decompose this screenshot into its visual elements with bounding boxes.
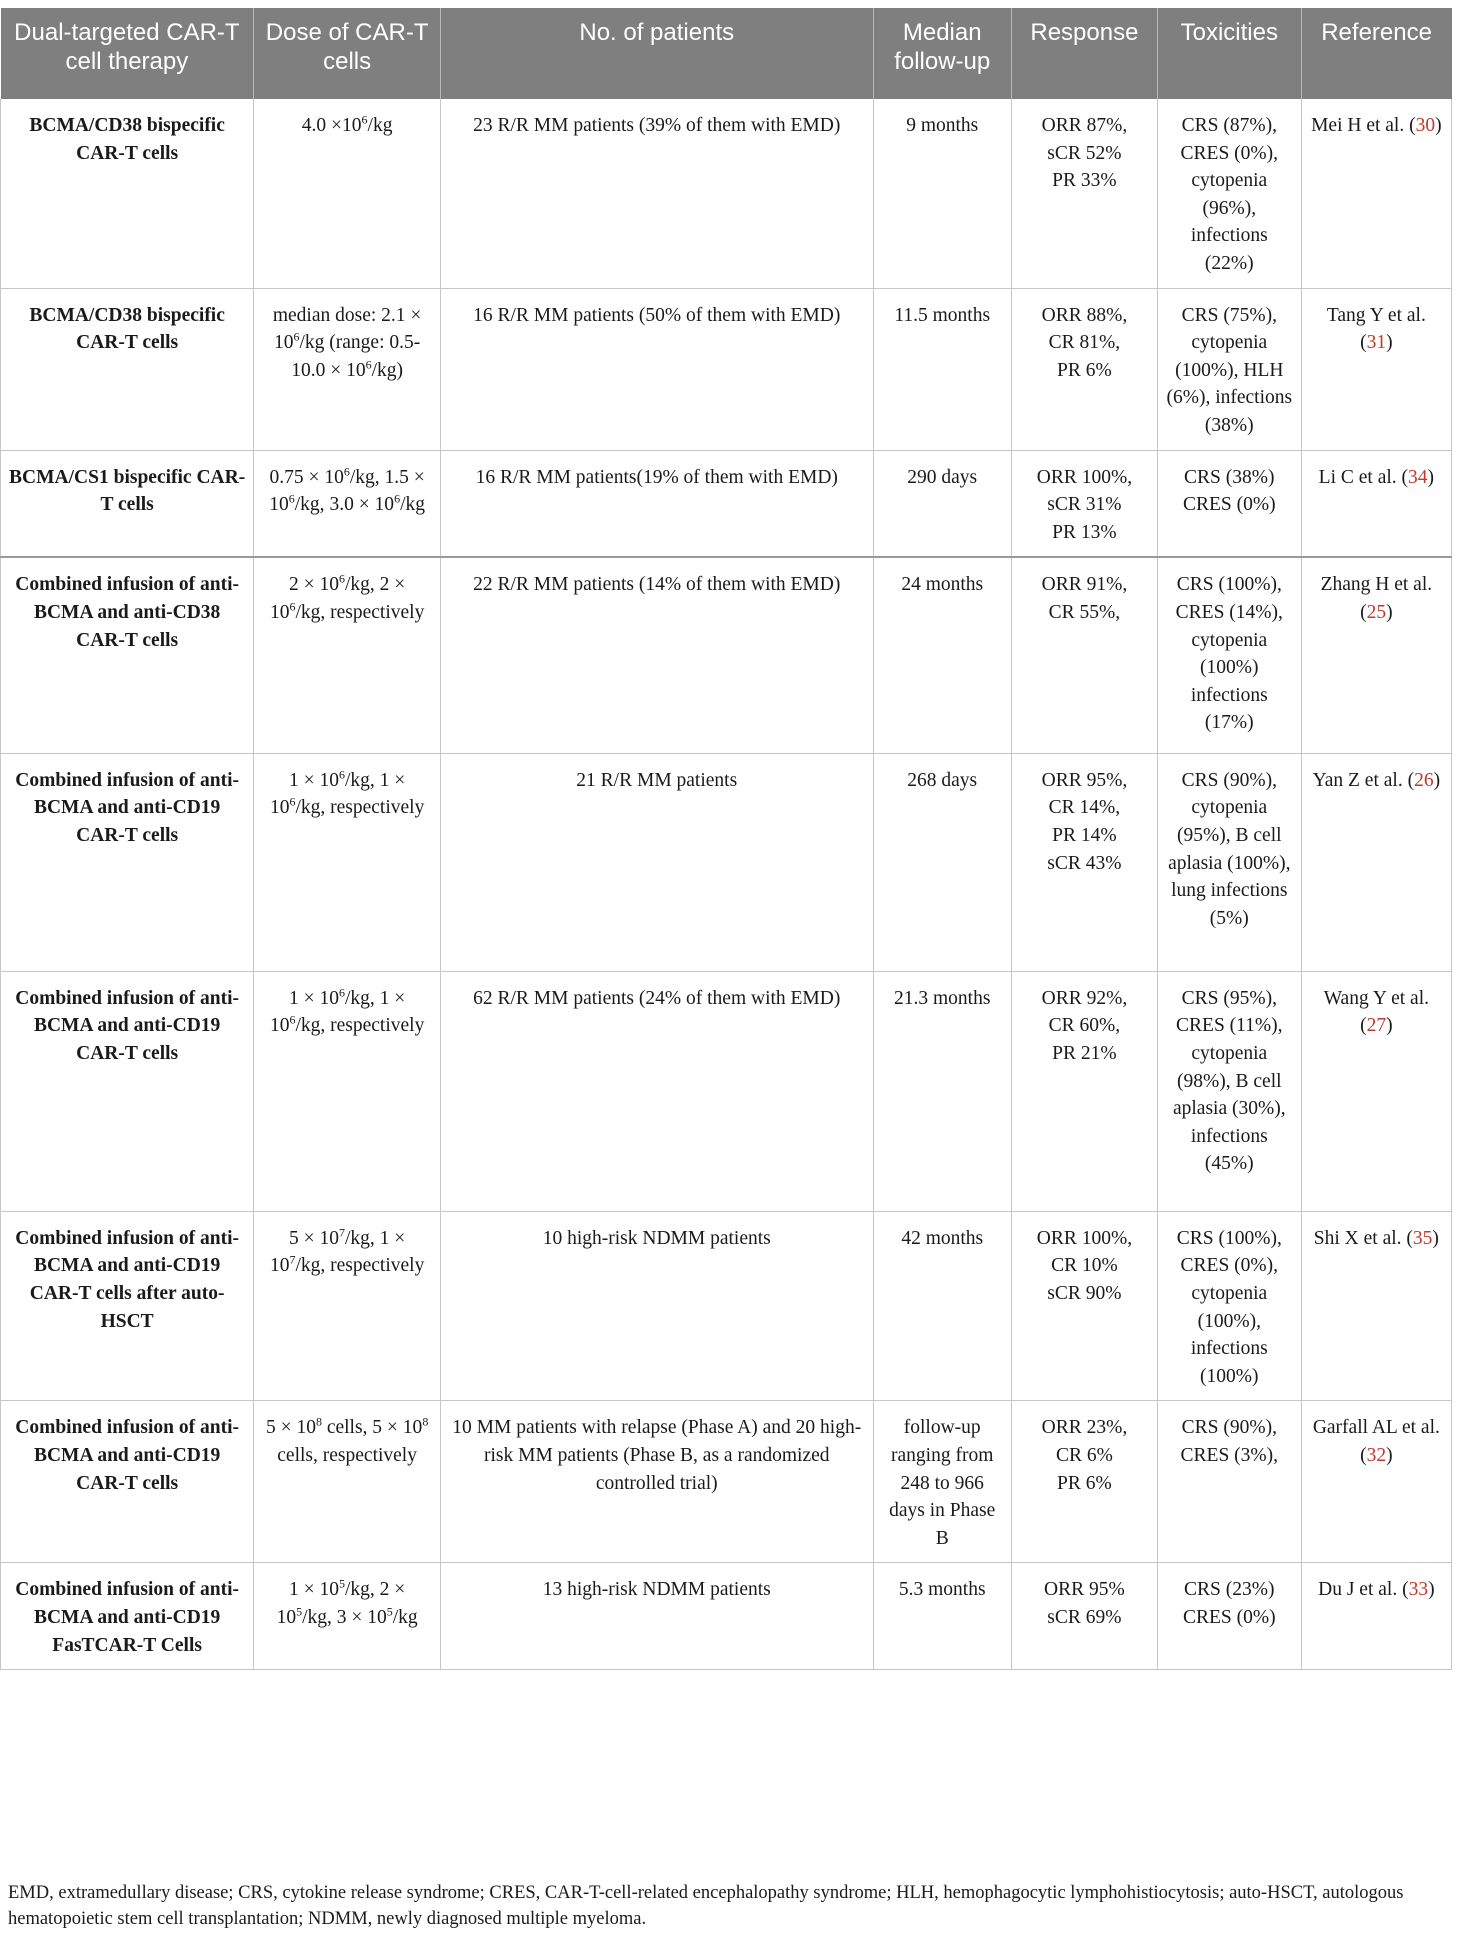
cell-followup — [873, 1401, 1011, 1563]
reference-link[interactable]: 35 — [1412, 1227, 1433, 1249]
table-row — [1, 1401, 1452, 1563]
cell-toxicities — [1157, 753, 1301, 971]
dose-exponent: 6 — [293, 329, 300, 344]
reference-close: ) — [1386, 332, 1393, 354]
cell-response — [1011, 557, 1157, 753]
dose-text: /kg, — [344, 769, 375, 791]
dose-text: 1 × 10 — [288, 987, 339, 1009]
dose-exponent: 6 — [343, 464, 350, 479]
cell-toxicities — [1157, 1211, 1301, 1401]
cell-dose — [254, 1211, 441, 1401]
followup-text: 290 days — [907, 466, 978, 488]
reference-link[interactable]: 32 — [1366, 1444, 1387, 1466]
reference-text: Wang Y et al. ( — [1323, 987, 1429, 1037]
dose-text: 0.75 × 10 — [269, 466, 344, 488]
dose-text: /kg — [367, 115, 393, 136]
cell-reference — [1301, 557, 1451, 753]
reference-link[interactable]: 27 — [1366, 1015, 1387, 1037]
dose-text: 1.5 × 10 — [269, 466, 425, 516]
cell-patients — [441, 1401, 874, 1563]
cell-therapy — [1, 1563, 254, 1670]
therapy-text: Combined infusion of anti-BCMA and anti-CD19 CAR-T cells — [15, 769, 240, 846]
reference-close: ) — [1435, 115, 1442, 136]
response-line: ORR 87%, — [1041, 115, 1128, 136]
dose-text: 1 × 10 — [288, 769, 339, 791]
cell-patients — [441, 753, 874, 971]
cell-response — [1011, 1211, 1157, 1401]
patients-text: 10 high-risk NDMM patients — [542, 1227, 771, 1249]
patients-text: 10 MM patients with relapse (Phase A) and 20 high-risk MM patients (Phase B, as a randomized controlled trial) — [452, 1417, 862, 1494]
response-line: CR 10% — [1051, 1255, 1118, 1277]
dose-text: 4.0 ×10 — [301, 115, 362, 136]
dose-exponent: 6 — [289, 794, 296, 809]
cell-toxicities — [1157, 557, 1301, 753]
cell-therapy — [1, 971, 254, 1211]
patients-text: 23 R/R MM patients (39% of them with EMD) — [473, 115, 841, 136]
reference-close: ) — [1433, 769, 1441, 791]
cell-patients — [441, 1563, 874, 1670]
dose-text: 5 × 10 — [265, 1417, 316, 1439]
response-line: PR 13% — [1052, 521, 1117, 543]
dose-text: respectively — [330, 1255, 425, 1277]
therapy-text: BCMA/CD38 bispecific CAR-T cells — [29, 304, 225, 354]
cell-therapy — [1, 753, 254, 971]
dose-exponent: 6 — [365, 357, 372, 372]
patients-text: 22 R/R MM patients (14% of them with EMD) — [473, 574, 841, 596]
response-line: ORR 92%, — [1041, 987, 1128, 1009]
response-line: CR 55%, — [1048, 601, 1121, 623]
response-line: sCR 43% — [1047, 852, 1122, 874]
reference-link[interactable]: 25 — [1366, 601, 1387, 623]
dose-exponent: 6 — [338, 985, 345, 1000]
cell-toxicities — [1157, 1401, 1301, 1563]
header-response: Response — [1011, 8, 1157, 99]
dose-text: /kg) — [371, 359, 404, 381]
cell-reference — [1301, 753, 1451, 971]
cell-therapy — [1, 1401, 254, 1563]
followup-text: 5.3 months — [898, 1579, 986, 1601]
table-header-row — [1, 8, 1452, 99]
header-therapy: Dual-targeted CAR-T cell therapy — [1, 8, 254, 99]
toxicities-text: CRS (38%) CRES (0%) — [1182, 466, 1276, 516]
followup-text: 21.3 months — [894, 987, 991, 1009]
response-line: CR 14%, — [1048, 797, 1121, 819]
cell-followup — [873, 753, 1011, 971]
dose-text: respectively — [330, 797, 425, 819]
toxicities-text: CRS (90%), CRES (3%), — [1180, 1417, 1279, 1466]
cell-toxicities — [1157, 288, 1301, 450]
dose-exponent: 6 — [289, 599, 296, 614]
dose-text: 1 × 10 — [288, 1579, 339, 1601]
toxicities-text: CRS (95%), CRES (11%), cytopenia (98%), B cell aplasia (30%), infections (45%) — [1172, 987, 1286, 1175]
reference-link[interactable]: 30 — [1415, 115, 1436, 136]
cell-followup — [873, 99, 1011, 288]
reference-link[interactable]: 26 — [1414, 769, 1434, 791]
followup-text: follow-up ranging from 248 to 966 days in Phase B — [889, 1417, 996, 1549]
cell-therapy — [1, 99, 254, 288]
header-patients: No. of patients — [441, 8, 874, 99]
cell-dose — [254, 288, 441, 450]
cell-patients — [441, 99, 874, 288]
reference-close: ) — [1432, 1227, 1439, 1249]
cell-reference — [1301, 450, 1451, 557]
cell-followup — [873, 450, 1011, 557]
reference-text: Shi X et al. ( — [1313, 1227, 1413, 1249]
response-line: ORR 100%, — [1036, 466, 1133, 488]
reference-text: Yan Z et al. ( — [1312, 769, 1415, 791]
dose-text: /kg — [400, 494, 425, 516]
toxicities-text: CRS (23%) CRES (0%) — [1182, 1579, 1276, 1628]
dose-text: 2 × 10 — [288, 574, 339, 596]
dose-text: /kg, — [344, 574, 375, 596]
toxicities-text: CRS (100%), CRES (14%), cytopenia (100%) infections (17%) — [1175, 574, 1283, 734]
cell-dose — [254, 99, 441, 288]
dose-text: /kg, — [295, 797, 326, 819]
reference-close: ) — [1428, 1579, 1435, 1601]
reference-text: Garfall AL et al. ( — [1312, 1417, 1440, 1466]
reference-text: Zhang H et al. ( — [1320, 574, 1433, 623]
table-body — [1, 99, 1452, 1670]
dose-exponent: 8 — [422, 1414, 429, 1429]
cell-reference — [1301, 1401, 1451, 1563]
cell-therapy — [1, 557, 254, 753]
dose-text: 1 × 10 — [269, 987, 406, 1037]
therapy-text: BCMA/CS1 bispecific CAR-T cells — [9, 466, 246, 516]
header-toxicities: Toxicities — [1157, 8, 1301, 99]
patients-text: 16 R/R MM patients(19% of them with EMD) — [475, 466, 838, 488]
table-row — [1, 450, 1452, 557]
followup-text: 42 months — [901, 1227, 984, 1249]
cell-response — [1011, 288, 1157, 450]
response-line: ORR 88%, — [1041, 304, 1128, 326]
response-line: PR 33% — [1052, 170, 1117, 192]
dose-text: /kg — [392, 1606, 418, 1628]
header-reference: Reference — [1301, 8, 1451, 99]
dose-text: /kg, — [295, 601, 326, 623]
response-line: sCR 69% — [1047, 1606, 1122, 1628]
patients-text: 62 R/R MM patients (24% of them with EMD) — [473, 987, 841, 1009]
cell-response — [1011, 753, 1157, 971]
table-row — [1, 753, 1452, 971]
cell-reference — [1301, 1211, 1451, 1401]
response-line: PR 14% — [1052, 825, 1117, 846]
cell-patients — [441, 557, 874, 753]
response-line: ORR 95% — [1044, 1579, 1125, 1601]
followup-text: 9 months — [906, 115, 979, 136]
header-followup: Median follow-up — [873, 8, 1011, 99]
table-row — [1, 288, 1452, 450]
dose-exponent: 5 — [386, 1604, 393, 1619]
reference-close: ) — [1386, 1015, 1393, 1037]
cell-dose — [254, 450, 441, 557]
cell-patients — [441, 1211, 874, 1401]
dose-exponent: 7 — [289, 1252, 296, 1267]
cell-dose — [254, 557, 441, 753]
cell-response — [1011, 450, 1157, 557]
patients-text: 16 R/R MM patients (50% of them with EMD) — [473, 304, 841, 326]
dose-text: /kg, — [295, 1015, 326, 1037]
reference-link[interactable]: 34 — [1408, 466, 1428, 488]
dose-text: respectively — [330, 601, 425, 623]
cell-patients — [441, 450, 874, 557]
therapy-text: Combined infusion of anti-BCMA and anti-CD19 CAR-T cells — [15, 1417, 240, 1494]
dose-text: /kg, — [344, 987, 375, 1009]
dose-text: 3 × 10 — [336, 1606, 387, 1628]
reference-text: Li C et al. ( — [1318, 466, 1409, 488]
header-dose: Dose of CAR-T cells — [254, 8, 441, 99]
cell-dose — [254, 1563, 441, 1670]
dose-text: /kg (range: 0.5-10.0 × 10 — [291, 332, 421, 381]
response-line: ORR 23%, — [1041, 1417, 1128, 1439]
dose-text: /kg, — [344, 1227, 375, 1249]
dose-text: 2 × 10 — [269, 574, 406, 623]
dose-exponent: 7 — [338, 1225, 345, 1240]
dose-exponent: 6 — [361, 112, 368, 127]
cell-toxicities — [1157, 1563, 1301, 1670]
cell-followup — [873, 288, 1011, 450]
dose-text: cells, respectively — [277, 1444, 417, 1466]
therapy-text: Combined infusion of anti-BCMA and anti-CD19 CAR-T cells after auto-HSCT — [15, 1227, 240, 1332]
response-line: PR 21% — [1052, 1043, 1117, 1064]
reference-text: Tang Y et al. ( — [1326, 304, 1426, 354]
therapy-text: Combined infusion of anti-BCMA and anti-CD19 FasTCAR-T Cells — [15, 1579, 240, 1656]
dose-text: /kg, — [295, 1255, 326, 1277]
response-line: ORR 91%, — [1041, 574, 1128, 596]
response-line: CR 6% — [1055, 1444, 1113, 1466]
cell-response — [1011, 1401, 1157, 1563]
cell-patients — [441, 288, 874, 450]
table-row — [1, 557, 1452, 753]
dose-text: cells, 5 × 10 — [321, 1417, 423, 1439]
dose-exponent: 5 — [338, 1576, 345, 1591]
dose-text: /kg, — [294, 494, 325, 516]
response-line: sCR 90% — [1047, 1283, 1122, 1304]
response-line: CR 60%, — [1048, 1015, 1121, 1037]
response-line: PR 6% — [1057, 1472, 1112, 1494]
dose-text: 2 × 10 — [276, 1579, 406, 1628]
cell-followup — [873, 1211, 1011, 1401]
table-row — [1, 971, 1452, 1211]
reference-text: Du J et al. ( — [1318, 1579, 1409, 1601]
cell-reference — [1301, 288, 1451, 450]
cell-response — [1011, 971, 1157, 1211]
followup-text: 11.5 months — [894, 304, 991, 326]
cell-therapy — [1, 1211, 254, 1401]
car-t-therapy-table — [0, 8, 1452, 1670]
dose-text: /kg, — [344, 1579, 375, 1601]
followup-text: 24 months — [901, 574, 984, 596]
cell-toxicities — [1157, 971, 1301, 1211]
dose-exponent: 8 — [315, 1414, 322, 1429]
dose-exponent: 6 — [338, 571, 345, 586]
cell-reference — [1301, 1563, 1451, 1670]
reference-text: Mei H et al. ( — [1311, 115, 1416, 136]
table-footnote: EMD, extramedullary disease; CRS, cytokine release syndrome; CRES, CAR-T-cell-related encephalopathy syndrome; HLH, hemophagocytic lymphohistiocytosis; auto-HSCT, autologous hematopoietic stem cell transplantation; NDMM, newly diagnosed multiple myeloma. — [8, 1883, 1404, 1929]
reference-close: ) — [1386, 601, 1393, 623]
response-line: PR 6% — [1057, 359, 1112, 381]
response-line: sCR 52% — [1047, 142, 1122, 164]
reference-link[interactable]: 33 — [1408, 1579, 1429, 1601]
table-row — [1, 1563, 1452, 1670]
toxicities-text: CRS (75%), cytopenia (100%), HLH (6%), infections (38%) — [1166, 304, 1293, 436]
dose-text: 1 × 10 — [269, 769, 406, 819]
followup-text: 268 days — [907, 769, 978, 791]
reference-close: ) — [1427, 466, 1435, 488]
cell-therapy — [1, 288, 254, 450]
cell-patients — [441, 971, 874, 1211]
toxicities-text: CRS (90%), cytopenia (95%), B cell aplasia (100%), lung infections (5%) — [1168, 769, 1291, 929]
dose-text: respectively — [330, 1015, 425, 1037]
cell-toxicities — [1157, 450, 1301, 557]
dose-text: 5 × 10 — [288, 1227, 339, 1249]
reference-close: ) — [1386, 1444, 1393, 1466]
response-line: sCR 31% — [1047, 494, 1122, 516]
dose-exponent: 6 — [394, 491, 401, 506]
cell-followup — [873, 557, 1011, 753]
toxicities-text: CRS (87%), CRES (0%), cytopenia (96%), infections (22%) — [1180, 115, 1279, 274]
cell-therapy — [1, 450, 254, 557]
therapy-text: Combined infusion of anti-BCMA and anti-CD19 CAR-T cells — [15, 987, 240, 1064]
dose-exponent: 6 — [288, 491, 295, 506]
cell-response — [1011, 1563, 1157, 1670]
cell-reference — [1301, 99, 1451, 288]
dose-text: /kg, — [302, 1606, 332, 1628]
reference-link[interactable]: 31 — [1366, 332, 1387, 354]
cell-dose — [254, 753, 441, 971]
dose-text: 3.0 × 10 — [329, 494, 395, 516]
dose-text: /kg, — [349, 466, 380, 488]
patients-text: 13 high-risk NDMM patients — [542, 1579, 771, 1601]
dose-text: 1 × 10 — [269, 1227, 406, 1277]
dose-exponent: 6 — [289, 1012, 296, 1027]
cell-followup — [873, 971, 1011, 1211]
therapy-text: Combined infusion of anti-BCMA and anti-CD38 CAR-T cells — [15, 574, 240, 651]
dose-exponent: 6 — [338, 767, 345, 782]
table-wrapper — [0, 8, 1452, 1670]
dose-text: median dose: 2.1 × 10 — [272, 304, 422, 354]
cell-reference — [1301, 971, 1451, 1211]
response-line: CR 81%, — [1048, 332, 1121, 354]
cell-response — [1011, 99, 1157, 288]
cell-toxicities — [1157, 99, 1301, 288]
cell-dose — [254, 1401, 441, 1563]
patients-text: 21 R/R MM patients — [576, 769, 738, 791]
table-row — [1, 1211, 1452, 1401]
cell-dose — [254, 971, 441, 1211]
toxicities-text: CRS (100%), CRES (0%), cytopenia (100%), infections (100%) — [1176, 1227, 1282, 1387]
dose-exponent: 5 — [296, 1604, 303, 1619]
cell-followup — [873, 1563, 1011, 1670]
response-line: ORR 95%, — [1041, 769, 1128, 791]
response-line: ORR 100%, — [1036, 1227, 1133, 1249]
table-row — [1, 99, 1452, 288]
therapy-text: BCMA/CD38 bispecific CAR-T cells — [29, 115, 225, 164]
